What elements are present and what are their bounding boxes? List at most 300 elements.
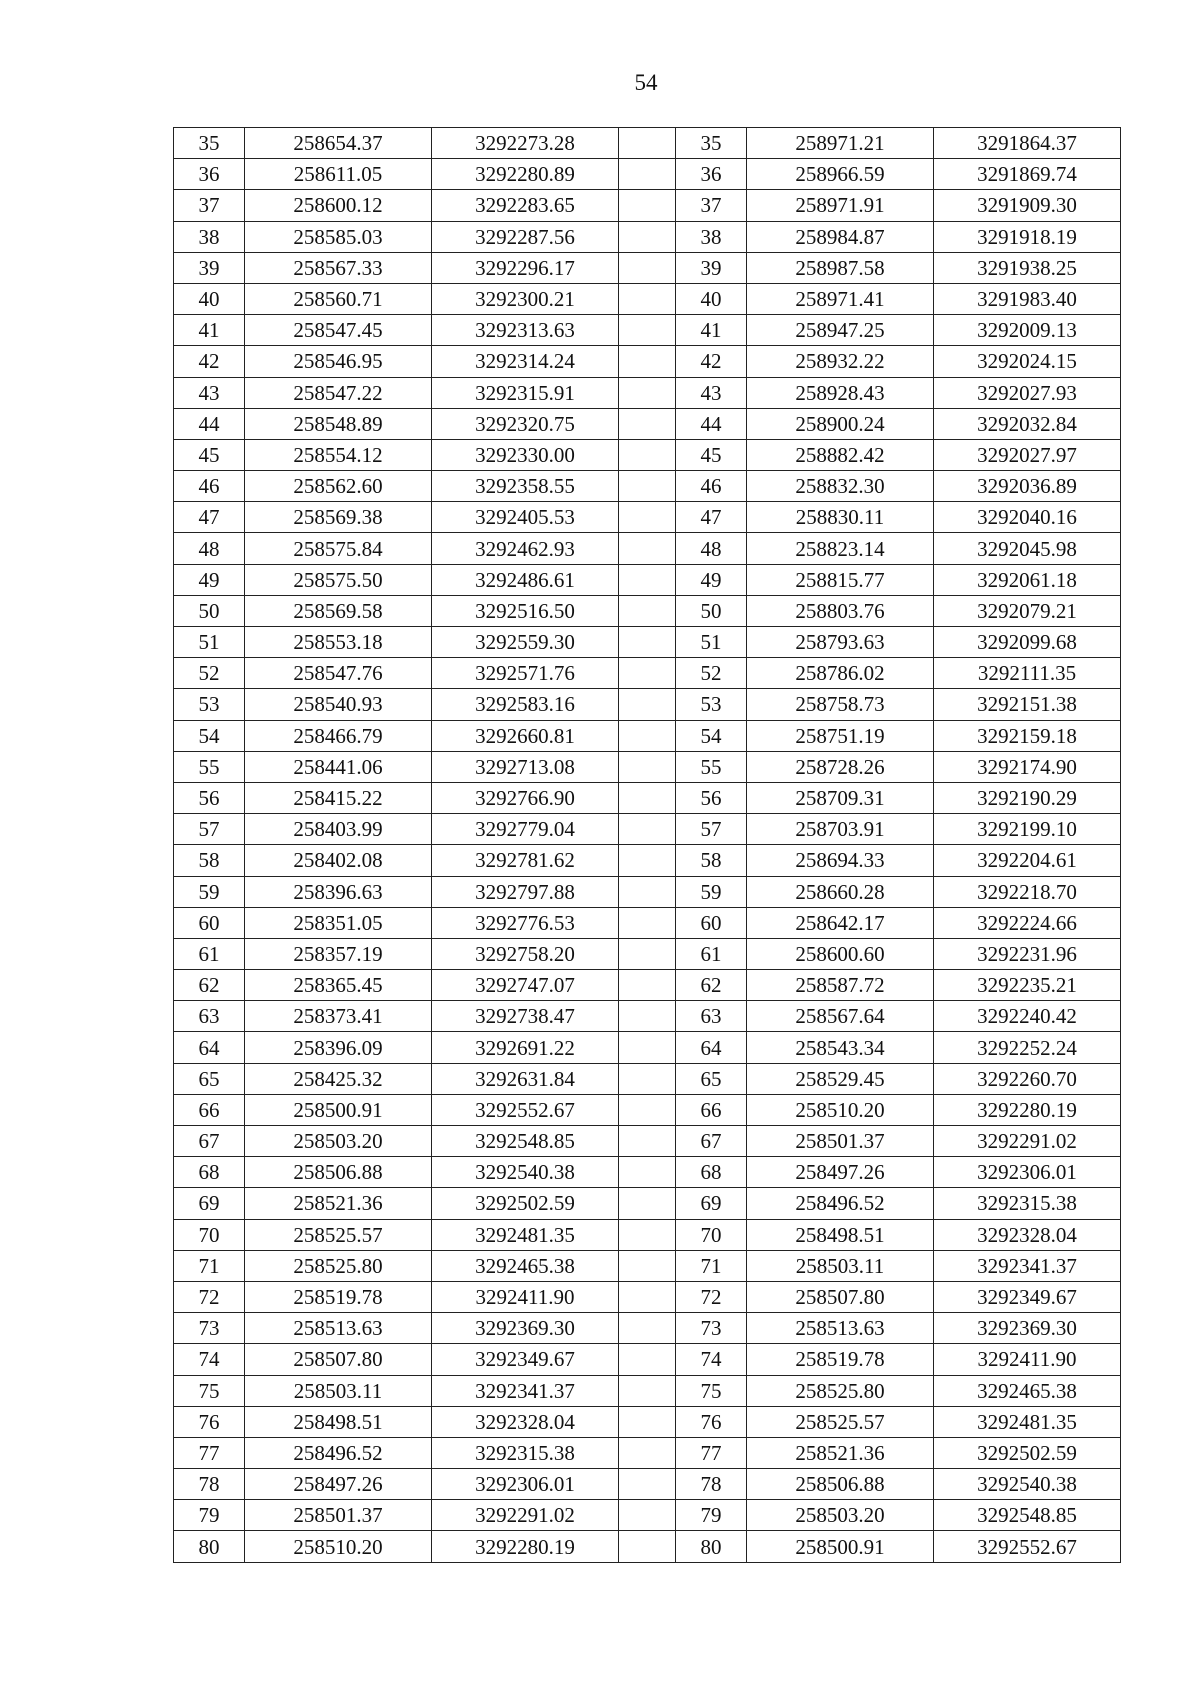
- left-y-coordinate-cell: 3292315.38: [432, 1437, 619, 1468]
- left-y-coordinate-cell: 3292314.24: [432, 346, 619, 377]
- right-x-coordinate-cell: 258496.52: [747, 1188, 934, 1219]
- right-point-number-cell: 75: [676, 1375, 747, 1406]
- left-x-coordinate-cell: 258569.58: [245, 595, 432, 626]
- right-point-number-cell: 43: [676, 377, 747, 408]
- separator-cell: [619, 1001, 676, 1032]
- table-row: [174, 1032, 1121, 1063]
- right-point-number-cell: 63: [676, 1001, 747, 1032]
- left-point-number-cell: 65: [174, 1063, 245, 1094]
- table-row: [174, 1219, 1121, 1250]
- separator-cell: [619, 533, 676, 564]
- left-point-number-cell: 72: [174, 1281, 245, 1312]
- left-x-coordinate-cell: 258585.03: [245, 221, 432, 252]
- separator-cell: [619, 970, 676, 1001]
- table-row: [174, 377, 1121, 408]
- left-x-coordinate-cell: 258373.41: [245, 1001, 432, 1032]
- right-y-coordinate-cell: 3292548.85: [934, 1500, 1121, 1531]
- right-y-coordinate-cell: 3292291.02: [934, 1126, 1121, 1157]
- separator-cell: [619, 876, 676, 907]
- left-point-number-cell: 45: [174, 439, 245, 470]
- left-y-coordinate-cell: 3292516.50: [432, 595, 619, 626]
- table-row: [174, 471, 1121, 502]
- separator-cell: [619, 1157, 676, 1188]
- separator-cell: [619, 1126, 676, 1157]
- left-point-number-cell: 49: [174, 564, 245, 595]
- separator-cell: [619, 346, 676, 377]
- table-row: [174, 1313, 1121, 1344]
- right-y-coordinate-cell: 3292061.18: [934, 564, 1121, 595]
- right-x-coordinate-cell: 258506.88: [747, 1469, 934, 1500]
- right-point-number-cell: 58: [676, 845, 747, 876]
- left-x-coordinate-cell: 258600.12: [245, 190, 432, 221]
- right-x-coordinate-cell: 258815.77: [747, 564, 934, 595]
- right-point-number-cell: 71: [676, 1250, 747, 1281]
- left-y-coordinate-cell: 3292747.07: [432, 970, 619, 1001]
- separator-cell: [619, 1313, 676, 1344]
- left-x-coordinate-cell: 258513.63: [245, 1313, 432, 1344]
- left-point-number-cell: 73: [174, 1313, 245, 1344]
- table-row: [174, 970, 1121, 1001]
- left-y-coordinate-cell: 3292287.56: [432, 221, 619, 252]
- separator-cell: [619, 938, 676, 969]
- left-x-coordinate-cell: 258569.38: [245, 502, 432, 533]
- right-x-coordinate-cell: 258987.58: [747, 252, 934, 283]
- left-point-number-cell: 64: [174, 1032, 245, 1063]
- right-y-coordinate-cell: 3291909.30: [934, 190, 1121, 221]
- separator-cell: [619, 782, 676, 813]
- separator-cell: [619, 1531, 676, 1562]
- left-point-number-cell: 38: [174, 221, 245, 252]
- left-x-coordinate-cell: 258396.63: [245, 876, 432, 907]
- right-point-number-cell: 52: [676, 658, 747, 689]
- coordinates-table-body: [174, 128, 1121, 1563]
- right-point-number-cell: 59: [676, 876, 747, 907]
- left-point-number-cell: 59: [174, 876, 245, 907]
- right-x-coordinate-cell: 258984.87: [747, 221, 934, 252]
- left-point-number-cell: 74: [174, 1344, 245, 1375]
- separator-cell: [619, 907, 676, 938]
- right-y-coordinate-cell: 3292159.18: [934, 720, 1121, 751]
- separator-cell: [619, 1250, 676, 1281]
- left-point-number-cell: 44: [174, 408, 245, 439]
- right-point-number-cell: 64: [676, 1032, 747, 1063]
- table-row: [174, 315, 1121, 346]
- separator-cell: [619, 1032, 676, 1063]
- separator-cell: [619, 190, 676, 221]
- left-x-coordinate-cell: 258546.95: [245, 346, 432, 377]
- table-row: [174, 439, 1121, 470]
- right-x-coordinate-cell: 258694.33: [747, 845, 934, 876]
- right-point-number-cell: 61: [676, 938, 747, 969]
- right-point-number-cell: 70: [676, 1219, 747, 1250]
- separator-cell: [619, 221, 676, 252]
- right-x-coordinate-cell: 258519.78: [747, 1344, 934, 1375]
- right-x-coordinate-cell: 258510.20: [747, 1094, 934, 1125]
- table-row: [174, 1188, 1121, 1219]
- right-x-coordinate-cell: 258497.26: [747, 1157, 934, 1188]
- table-row: [174, 1437, 1121, 1468]
- right-point-number-cell: 73: [676, 1313, 747, 1344]
- right-x-coordinate-cell: 258567.64: [747, 1001, 934, 1032]
- table-row: [174, 658, 1121, 689]
- right-point-number-cell: 79: [676, 1500, 747, 1531]
- left-point-number-cell: 43: [174, 377, 245, 408]
- left-x-coordinate-cell: 258575.84: [245, 533, 432, 564]
- right-y-coordinate-cell: 3292199.10: [934, 814, 1121, 845]
- left-y-coordinate-cell: 3292306.01: [432, 1469, 619, 1500]
- right-y-coordinate-cell: 3291864.37: [934, 128, 1121, 159]
- right-y-coordinate-cell: 3292040.16: [934, 502, 1121, 533]
- right-point-number-cell: 54: [676, 720, 747, 751]
- left-x-coordinate-cell: 258415.22: [245, 782, 432, 813]
- right-y-coordinate-cell: 3292465.38: [934, 1375, 1121, 1406]
- table-row: [174, 1250, 1121, 1281]
- left-y-coordinate-cell: 3292300.21: [432, 283, 619, 314]
- left-y-coordinate-cell: 3292405.53: [432, 502, 619, 533]
- right-point-number-cell: 78: [676, 1469, 747, 1500]
- left-x-coordinate-cell: 258554.12: [245, 439, 432, 470]
- left-y-coordinate-cell: 3292779.04: [432, 814, 619, 845]
- right-y-coordinate-cell: 3292240.42: [934, 1001, 1121, 1032]
- left-y-coordinate-cell: 3292330.00: [432, 439, 619, 470]
- left-x-coordinate-cell: 258525.80: [245, 1250, 432, 1281]
- right-x-coordinate-cell: 258971.41: [747, 283, 934, 314]
- left-point-number-cell: 62: [174, 970, 245, 1001]
- left-x-coordinate-cell: 258567.33: [245, 252, 432, 283]
- right-y-coordinate-cell: 3292341.37: [934, 1250, 1121, 1281]
- left-y-coordinate-cell: 3292552.67: [432, 1094, 619, 1125]
- right-y-coordinate-cell: 3292224.66: [934, 907, 1121, 938]
- left-point-number-cell: 35: [174, 128, 245, 159]
- left-point-number-cell: 36: [174, 159, 245, 190]
- table-row: [174, 502, 1121, 533]
- separator-cell: [619, 1375, 676, 1406]
- left-point-number-cell: 48: [174, 533, 245, 564]
- left-point-number-cell: 54: [174, 720, 245, 751]
- left-y-coordinate-cell: 3292315.91: [432, 377, 619, 408]
- left-y-coordinate-cell: 3292738.47: [432, 1001, 619, 1032]
- left-y-coordinate-cell: 3292280.19: [432, 1531, 619, 1562]
- table-row: [174, 689, 1121, 720]
- separator-cell: [619, 1219, 676, 1250]
- right-point-number-cell: 57: [676, 814, 747, 845]
- left-y-coordinate-cell: 3292280.89: [432, 159, 619, 190]
- left-x-coordinate-cell: 258575.50: [245, 564, 432, 595]
- left-x-coordinate-cell: 258503.20: [245, 1126, 432, 1157]
- separator-cell: [619, 845, 676, 876]
- separator-cell: [619, 689, 676, 720]
- table-row: [174, 564, 1121, 595]
- separator-cell: [619, 128, 676, 159]
- right-point-number-cell: 51: [676, 627, 747, 658]
- right-point-number-cell: 49: [676, 564, 747, 595]
- left-x-coordinate-cell: 258425.32: [245, 1063, 432, 1094]
- table-row: [174, 782, 1121, 813]
- left-y-coordinate-cell: 3292660.81: [432, 720, 619, 751]
- left-x-coordinate-cell: 258403.99: [245, 814, 432, 845]
- right-x-coordinate-cell: 258660.28: [747, 876, 934, 907]
- separator-cell: [619, 1406, 676, 1437]
- left-point-number-cell: 39: [174, 252, 245, 283]
- right-point-number-cell: 35: [676, 128, 747, 159]
- right-point-number-cell: 42: [676, 346, 747, 377]
- left-point-number-cell: 71: [174, 1250, 245, 1281]
- left-y-coordinate-cell: 3292766.90: [432, 782, 619, 813]
- left-point-number-cell: 52: [174, 658, 245, 689]
- left-x-coordinate-cell: 258351.05: [245, 907, 432, 938]
- left-point-number-cell: 79: [174, 1500, 245, 1531]
- left-point-number-cell: 46: [174, 471, 245, 502]
- left-y-coordinate-cell: 3292502.59: [432, 1188, 619, 1219]
- left-point-number-cell: 78: [174, 1469, 245, 1500]
- right-point-number-cell: 39: [676, 252, 747, 283]
- right-y-coordinate-cell: 3292032.84: [934, 408, 1121, 439]
- right-x-coordinate-cell: 258503.11: [747, 1250, 934, 1281]
- right-y-coordinate-cell: 3291938.25: [934, 252, 1121, 283]
- left-y-coordinate-cell: 3292341.37: [432, 1375, 619, 1406]
- right-x-coordinate-cell: 258830.11: [747, 502, 934, 533]
- right-point-number-cell: 74: [676, 1344, 747, 1375]
- right-point-number-cell: 36: [676, 159, 747, 190]
- right-y-coordinate-cell: 3292280.19: [934, 1094, 1121, 1125]
- right-point-number-cell: 66: [676, 1094, 747, 1125]
- right-point-number-cell: 56: [676, 782, 747, 813]
- left-x-coordinate-cell: 258498.51: [245, 1406, 432, 1437]
- left-point-number-cell: 47: [174, 502, 245, 533]
- separator-cell: [619, 1281, 676, 1312]
- right-x-coordinate-cell: 258793.63: [747, 627, 934, 658]
- separator-cell: [619, 1344, 676, 1375]
- left-x-coordinate-cell: 258503.11: [245, 1375, 432, 1406]
- right-point-number-cell: 45: [676, 439, 747, 470]
- table-row: [174, 128, 1121, 159]
- right-x-coordinate-cell: 258529.45: [747, 1063, 934, 1094]
- right-x-coordinate-cell: 258823.14: [747, 533, 934, 564]
- left-y-coordinate-cell: 3292481.35: [432, 1219, 619, 1250]
- left-x-coordinate-cell: 258562.60: [245, 471, 432, 502]
- table-row: [174, 1001, 1121, 1032]
- table-row: [174, 1406, 1121, 1437]
- right-x-coordinate-cell: 258498.51: [747, 1219, 934, 1250]
- right-x-coordinate-cell: 258966.59: [747, 159, 934, 190]
- right-y-coordinate-cell: 3292306.01: [934, 1157, 1121, 1188]
- right-y-coordinate-cell: 3292151.38: [934, 689, 1121, 720]
- left-point-number-cell: 58: [174, 845, 245, 876]
- right-y-coordinate-cell: 3292099.68: [934, 627, 1121, 658]
- separator-cell: [619, 1437, 676, 1468]
- right-y-coordinate-cell: 3292235.21: [934, 970, 1121, 1001]
- left-point-number-cell: 75: [174, 1375, 245, 1406]
- separator-cell: [619, 1188, 676, 1219]
- right-point-number-cell: 46: [676, 471, 747, 502]
- left-point-number-cell: 67: [174, 1126, 245, 1157]
- right-point-number-cell: 67: [676, 1126, 747, 1157]
- left-x-coordinate-cell: 258500.91: [245, 1094, 432, 1125]
- left-x-coordinate-cell: 258466.79: [245, 720, 432, 751]
- left-point-number-cell: 51: [174, 627, 245, 658]
- right-y-coordinate-cell: 3292369.30: [934, 1313, 1121, 1344]
- right-y-coordinate-cell: 3292218.70: [934, 876, 1121, 907]
- left-point-number-cell: 80: [174, 1531, 245, 1562]
- separator-cell: [619, 159, 676, 190]
- right-y-coordinate-cell: 3292481.35: [934, 1406, 1121, 1437]
- table-row: [174, 938, 1121, 969]
- separator-cell: [619, 1094, 676, 1125]
- right-point-number-cell: 77: [676, 1437, 747, 1468]
- right-point-number-cell: 69: [676, 1188, 747, 1219]
- table-row: [174, 346, 1121, 377]
- left-y-coordinate-cell: 3292548.85: [432, 1126, 619, 1157]
- left-x-coordinate-cell: 258507.80: [245, 1344, 432, 1375]
- right-x-coordinate-cell: 258703.91: [747, 814, 934, 845]
- separator-cell: [619, 720, 676, 751]
- table-row: [174, 190, 1121, 221]
- separator-cell: [619, 377, 676, 408]
- left-y-coordinate-cell: 3292583.16: [432, 689, 619, 720]
- right-x-coordinate-cell: 258507.80: [747, 1281, 934, 1312]
- right-point-number-cell: 62: [676, 970, 747, 1001]
- right-x-coordinate-cell: 258728.26: [747, 751, 934, 782]
- right-point-number-cell: 50: [676, 595, 747, 626]
- table-row: [174, 720, 1121, 751]
- right-point-number-cell: 40: [676, 283, 747, 314]
- left-point-number-cell: 66: [174, 1094, 245, 1125]
- left-x-coordinate-cell: 258441.06: [245, 751, 432, 782]
- table-row: [174, 751, 1121, 782]
- left-x-coordinate-cell: 258547.76: [245, 658, 432, 689]
- right-x-coordinate-cell: 258525.80: [747, 1375, 934, 1406]
- left-x-coordinate-cell: 258519.78: [245, 1281, 432, 1312]
- left-point-number-cell: 37: [174, 190, 245, 221]
- separator-cell: [619, 471, 676, 502]
- table-row: [174, 876, 1121, 907]
- right-x-coordinate-cell: 258642.17: [747, 907, 934, 938]
- right-y-coordinate-cell: 3292349.67: [934, 1281, 1121, 1312]
- right-x-coordinate-cell: 258501.37: [747, 1126, 934, 1157]
- left-y-coordinate-cell: 3292296.17: [432, 252, 619, 283]
- right-x-coordinate-cell: 258513.63: [747, 1313, 934, 1344]
- right-point-number-cell: 68: [676, 1157, 747, 1188]
- right-x-coordinate-cell: 258709.31: [747, 782, 934, 813]
- right-y-coordinate-cell: 3291983.40: [934, 283, 1121, 314]
- table-row: [174, 845, 1121, 876]
- right-point-number-cell: 53: [676, 689, 747, 720]
- left-x-coordinate-cell: 258497.26: [245, 1469, 432, 1500]
- page-number: 54: [634, 70, 658, 95]
- right-y-coordinate-cell: 3292204.61: [934, 845, 1121, 876]
- separator-cell: [619, 564, 676, 595]
- left-x-coordinate-cell: 258496.52: [245, 1437, 432, 1468]
- right-point-number-cell: 80: [676, 1531, 747, 1562]
- left-x-coordinate-cell: 258547.22: [245, 377, 432, 408]
- left-y-coordinate-cell: 3292328.04: [432, 1406, 619, 1437]
- left-y-coordinate-cell: 3292291.02: [432, 1500, 619, 1531]
- table-row: [174, 1063, 1121, 1094]
- separator-cell: [619, 658, 676, 689]
- table-row: [174, 1344, 1121, 1375]
- right-y-coordinate-cell: 3292045.98: [934, 533, 1121, 564]
- right-y-coordinate-cell: 3291918.19: [934, 221, 1121, 252]
- left-point-number-cell: 68: [174, 1157, 245, 1188]
- right-y-coordinate-cell: 3292190.29: [934, 782, 1121, 813]
- right-x-coordinate-cell: 258928.43: [747, 377, 934, 408]
- left-point-number-cell: 69: [174, 1188, 245, 1219]
- right-y-coordinate-cell: 3292328.04: [934, 1219, 1121, 1250]
- right-x-coordinate-cell: 258600.60: [747, 938, 934, 969]
- left-y-coordinate-cell: 3292691.22: [432, 1032, 619, 1063]
- right-x-coordinate-cell: 258947.25: [747, 315, 934, 346]
- right-point-number-cell: 47: [676, 502, 747, 533]
- right-y-coordinate-cell: 3292502.59: [934, 1437, 1121, 1468]
- right-point-number-cell: 55: [676, 751, 747, 782]
- left-y-coordinate-cell: 3292358.55: [432, 471, 619, 502]
- separator-cell: [619, 751, 676, 782]
- left-point-number-cell: 40: [174, 283, 245, 314]
- right-y-coordinate-cell: 3292024.15: [934, 346, 1121, 377]
- left-x-coordinate-cell: 258654.37: [245, 128, 432, 159]
- separator-cell: [619, 408, 676, 439]
- table-row: [174, 1157, 1121, 1188]
- right-point-number-cell: 65: [676, 1063, 747, 1094]
- left-point-number-cell: 60: [174, 907, 245, 938]
- left-point-number-cell: 70: [174, 1219, 245, 1250]
- left-point-number-cell: 53: [174, 689, 245, 720]
- left-x-coordinate-cell: 258521.36: [245, 1188, 432, 1219]
- right-y-coordinate-cell: 3292252.24: [934, 1032, 1121, 1063]
- right-x-coordinate-cell: 258758.73: [747, 689, 934, 720]
- left-point-number-cell: 56: [174, 782, 245, 813]
- right-y-coordinate-cell: 3292260.70: [934, 1063, 1121, 1094]
- right-x-coordinate-cell: 258900.24: [747, 408, 934, 439]
- left-y-coordinate-cell: 3292313.63: [432, 315, 619, 346]
- left-x-coordinate-cell: 258357.19: [245, 938, 432, 969]
- left-point-number-cell: 57: [174, 814, 245, 845]
- table-row: [174, 408, 1121, 439]
- right-y-coordinate-cell: 3292174.90: [934, 751, 1121, 782]
- right-point-number-cell: 44: [676, 408, 747, 439]
- left-y-coordinate-cell: 3292349.67: [432, 1344, 619, 1375]
- left-x-coordinate-cell: 258560.71: [245, 283, 432, 314]
- right-x-coordinate-cell: 258503.20: [747, 1500, 934, 1531]
- right-y-coordinate-cell: 3292540.38: [934, 1469, 1121, 1500]
- left-x-coordinate-cell: 258611.05: [245, 159, 432, 190]
- table-row: [174, 1094, 1121, 1125]
- table-row: [174, 283, 1121, 314]
- right-x-coordinate-cell: 258803.76: [747, 595, 934, 626]
- right-point-number-cell: 72: [676, 1281, 747, 1312]
- left-y-coordinate-cell: 3292571.76: [432, 658, 619, 689]
- left-x-coordinate-cell: 258548.89: [245, 408, 432, 439]
- right-point-number-cell: 37: [676, 190, 747, 221]
- table-row: [174, 1500, 1121, 1531]
- separator-cell: [619, 595, 676, 626]
- separator-cell: [619, 283, 676, 314]
- right-x-coordinate-cell: 258543.34: [747, 1032, 934, 1063]
- left-y-coordinate-cell: 3292320.75: [432, 408, 619, 439]
- coordinates-table: [173, 127, 1121, 1563]
- right-point-number-cell: 60: [676, 907, 747, 938]
- separator-cell: [619, 1469, 676, 1500]
- left-point-number-cell: 61: [174, 938, 245, 969]
- right-x-coordinate-cell: 258500.91: [747, 1531, 934, 1562]
- separator-cell: [619, 627, 676, 658]
- table-row: [174, 627, 1121, 658]
- right-y-coordinate-cell: 3292315.38: [934, 1188, 1121, 1219]
- table-row: [174, 1126, 1121, 1157]
- left-y-coordinate-cell: 3292797.88: [432, 876, 619, 907]
- right-y-coordinate-cell: 3292111.35: [934, 658, 1121, 689]
- right-point-number-cell: 38: [676, 221, 747, 252]
